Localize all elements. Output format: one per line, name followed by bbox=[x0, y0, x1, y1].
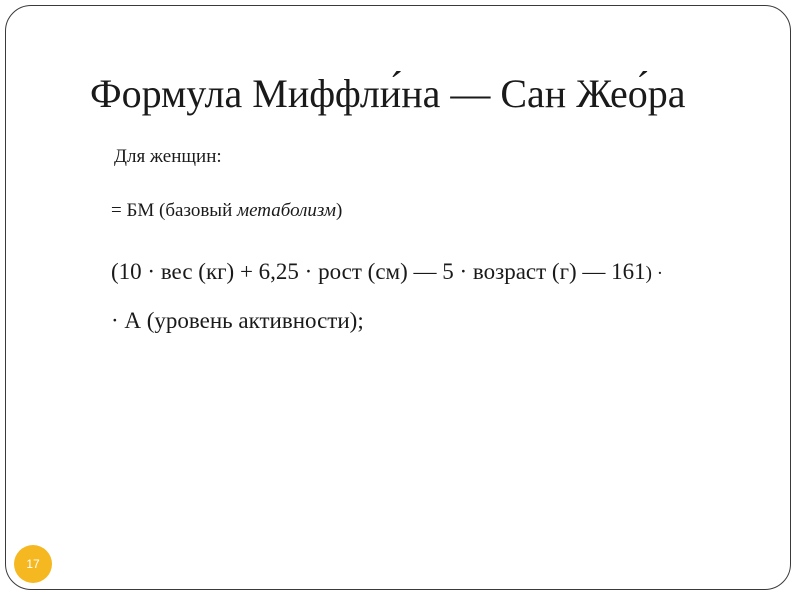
formula-closing: ) · bbox=[645, 263, 664, 284]
bm-suffix: ) bbox=[335, 200, 343, 221]
formula-main: (10 · вес (кг) + 6,25 · рост (см) — 5 · возраст (г) — 161 bbox=[111, 259, 646, 284]
women-heading: Для женщин: bbox=[114, 146, 222, 167]
activity-line: · А (уровень активности); bbox=[111, 308, 364, 333]
slide-title: Формула Миффли́на — Сан Жео́ра bbox=[90, 71, 686, 116]
bm-italic-term: метаболизм bbox=[237, 200, 336, 221]
bm-definition bbox=[111, 198, 342, 224]
formula-line bbox=[111, 257, 663, 289]
page-number-badge: 17 bbox=[14, 545, 52, 583]
bm-prefix: = БМ (базовый bbox=[111, 200, 237, 221]
